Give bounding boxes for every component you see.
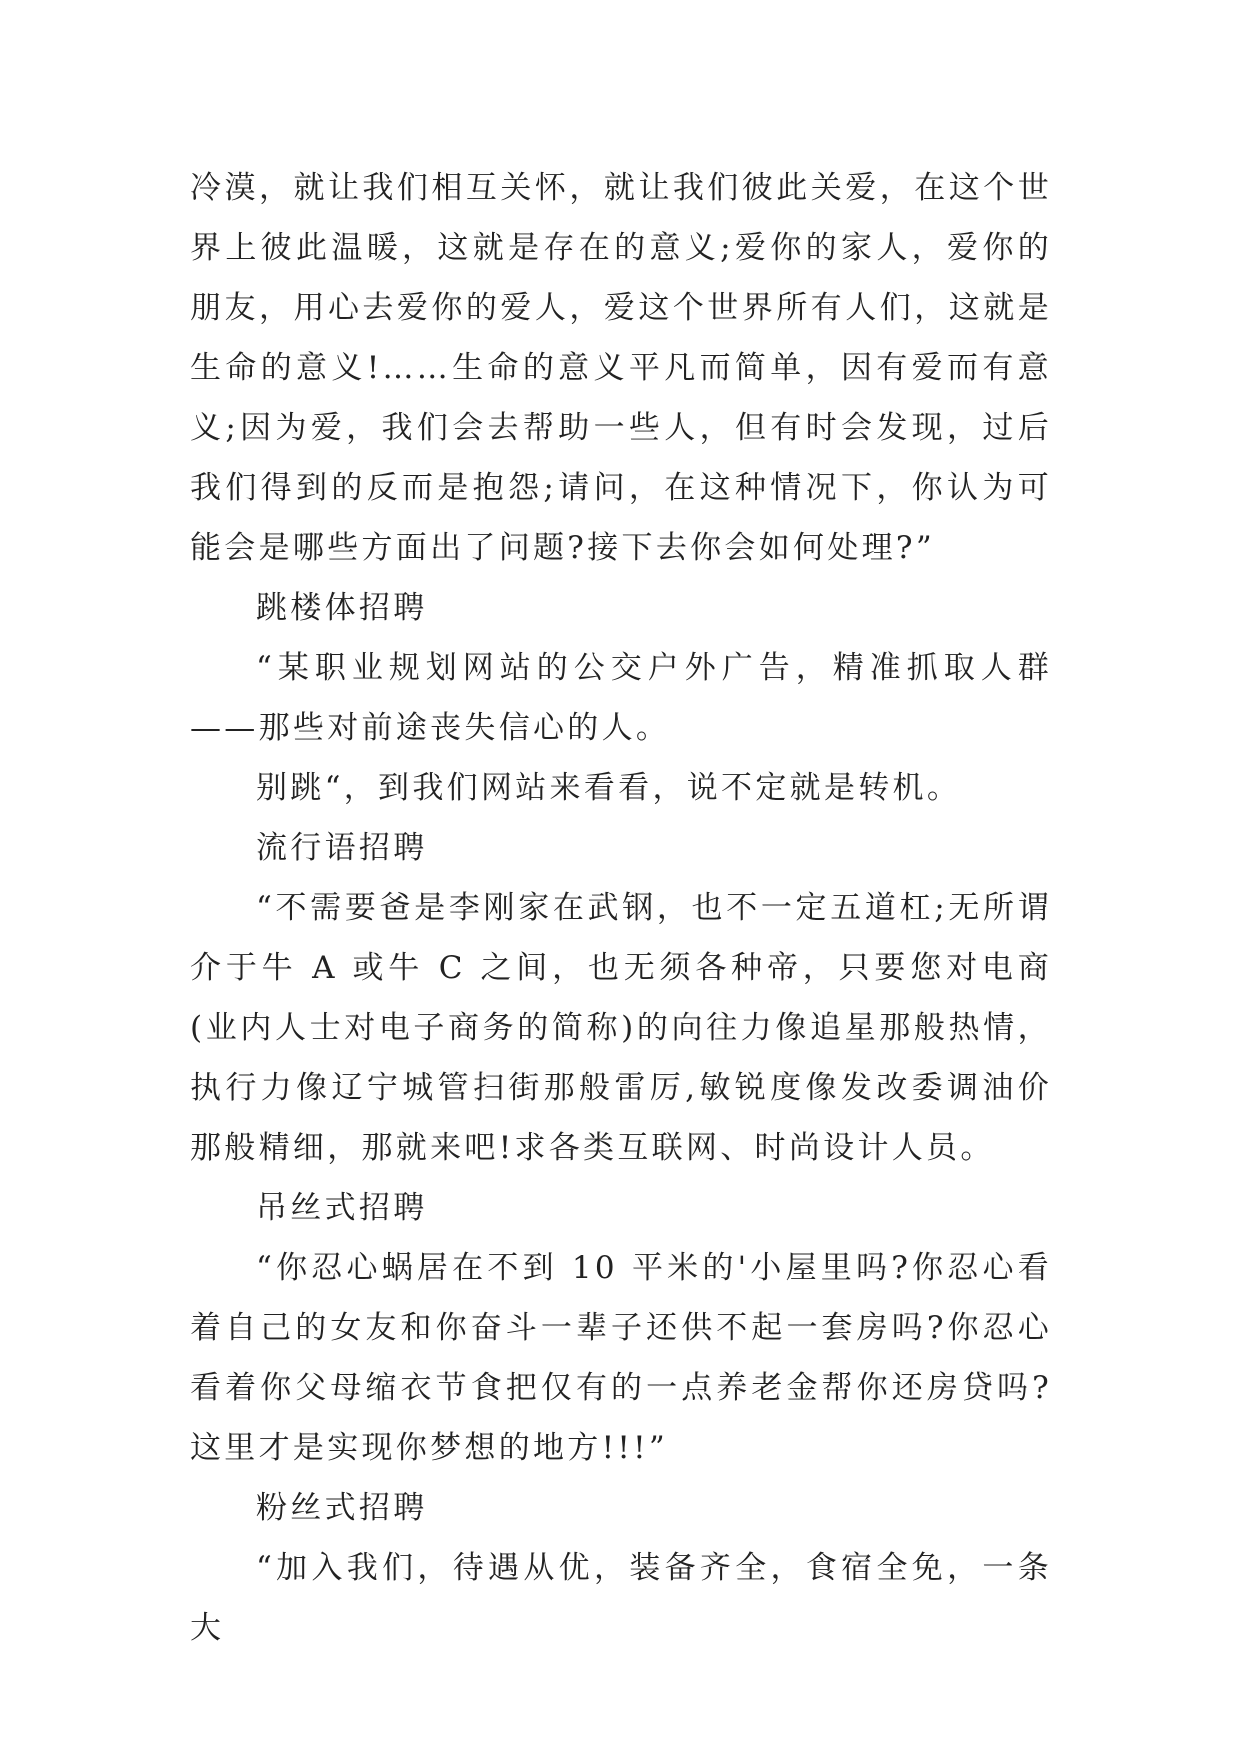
heading-fan-recruitment: 粉丝式招聘 [256,1490,428,1526]
heading-buzzword-recruitment: 流行语招聘 [256,830,428,866]
paragraph-buzzword-ad: “不需要爸是李刚家在武钢，也不一定五道杠;无所谓介于牛 A 或牛 C 之间，也无须各种帝，只要您对电商(业内人士对电子商务的简称)的向往力像追星那般热情，执行力像辽宁城管扫街那般雷厉,敏锐度像发改委调油价那般精细，那就来吧!求各类互联网、时尚设计人员。 [190,890,1052,1166]
heading-diaosi-recruitment: 吊丝式招聘 [256,1190,428,1226]
heading-jump-style-recruitment: 跳楼体招聘 [256,590,428,626]
paragraph-meaning-of-life: 冷漠，就让我们相互关怀，就让我们彼此关爱，在这个世界上彼此温暖，这就是存在的意义;爱你的家人，爱你的朋友，用心去爱你的爱人，爱这个世界所有人们，这就是生命的意义!……生命的意义平凡而简单，因有爱而有意义;因为爱，我们会去帮助一些人，但有时会发现，过后我们得到的反而是抱怨;请问，在这种情况下，你认为可能会是哪些方面出了问题?接下去你会如何处理?” [190,170,1052,566]
paragraph-fan-ad: “加入我们，待遇从优，装备齐全，食宿全免，一条大 [190,1550,1052,1646]
paragraph-dont-jump: 别跳“，到我们网站来看看，说不定就是转机。 [256,770,962,806]
document-page [190,158,1052,1658]
paragraph-career-ad: “某职业规划网站的公交户外广告，精准抓取人群——那些对前途丧失信心的人。 [190,650,1052,746]
paragraph-diaosi-ad: “你忍心蜗居在不到 10 平米的'小屋里吗?你忍心看着自己的女友和你奋斗一辈子还供不起一套房吗?你忍心看着你父母缩衣节食把仅有的一点养老金帮你还房贷吗?这里才是实现你梦想的地方!!!” [190,1250,1052,1466]
